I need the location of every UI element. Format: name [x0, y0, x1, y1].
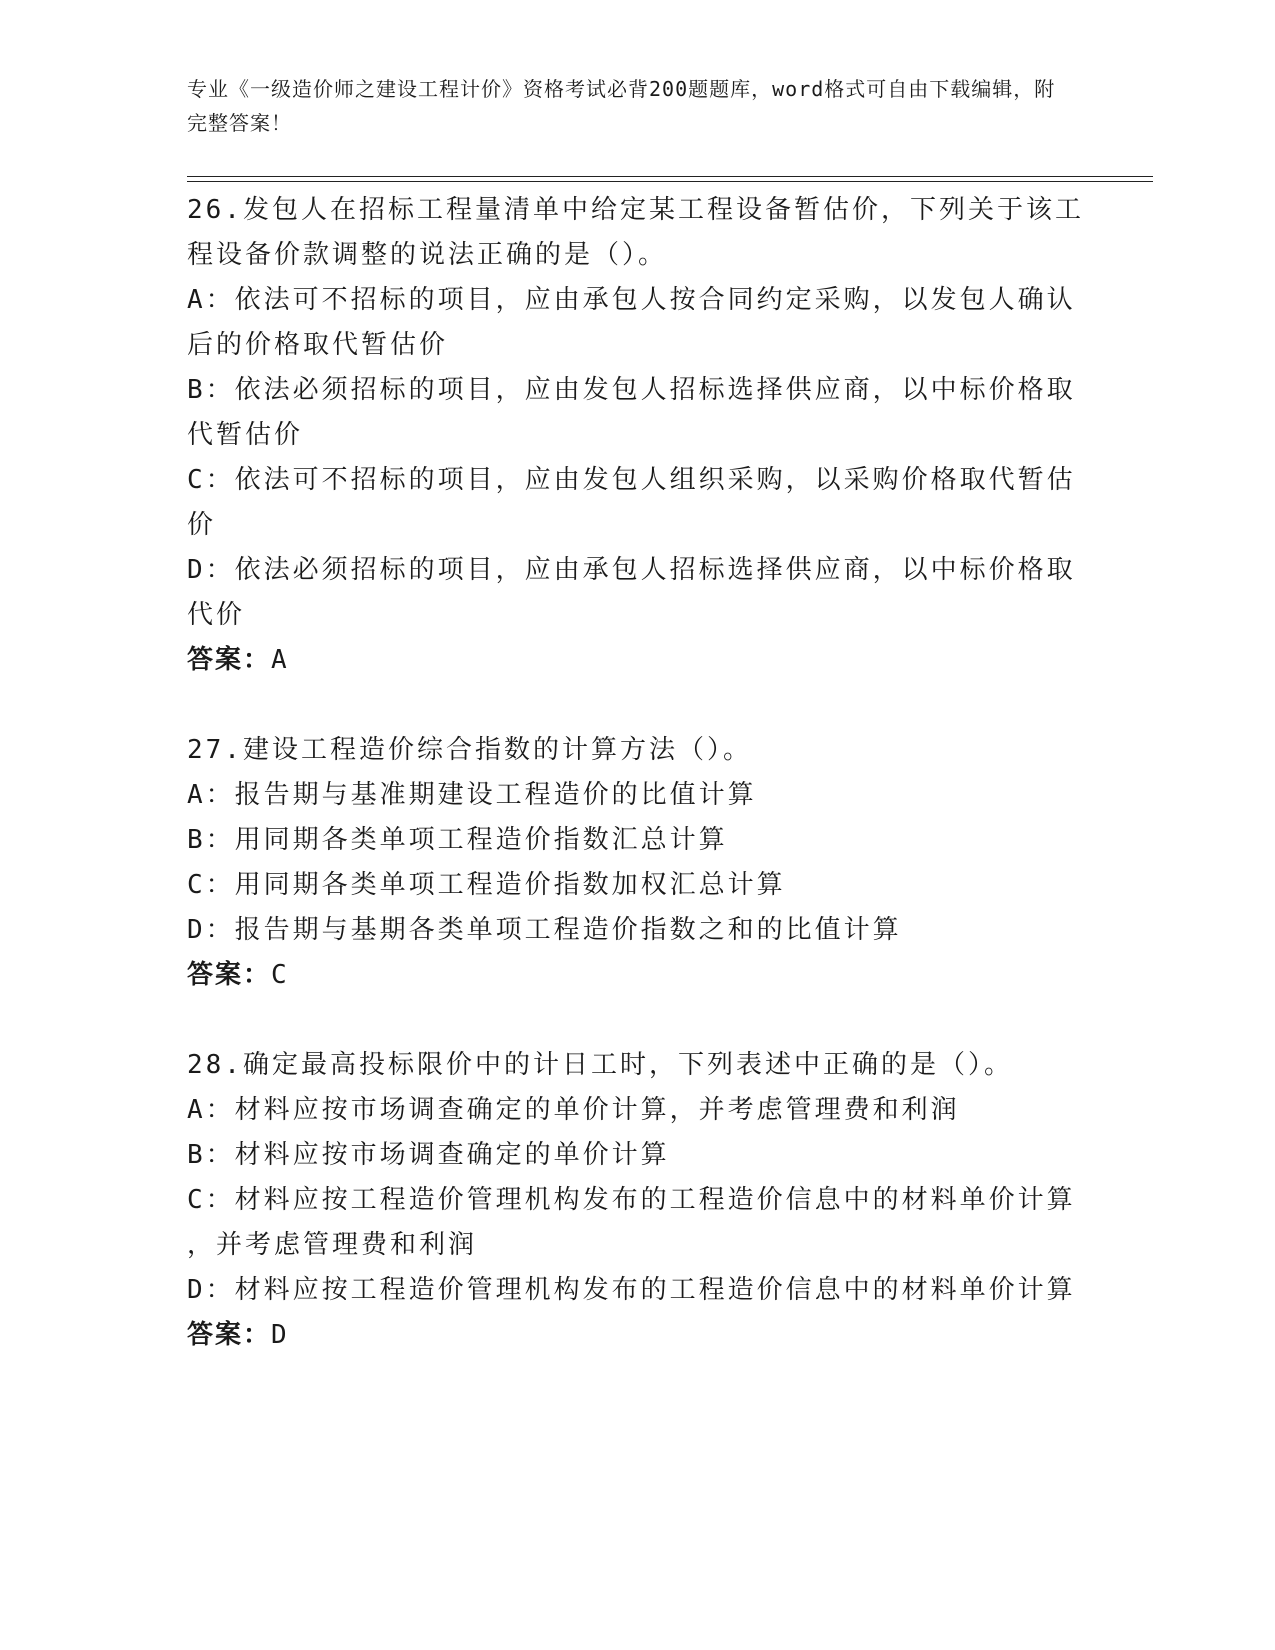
option-c: C：依法可不招标的项目，应由发包人组织采购，以采购价格取代暂估 — [187, 465, 1076, 495]
option-d: D：材料应按工程造价管理机构发布的工程造价信息中的材料单价计算 — [187, 1275, 1076, 1305]
option-a: A：依法可不招标的项目，应由承包人按合同约定采购，以发包人确认 — [187, 285, 1076, 315]
option-a: A：材料应按市场调查确定的单价计算，并考虑管理费和利润 — [187, 1095, 960, 1125]
option-b: B：材料应按市场调查确定的单价计算 — [187, 1140, 670, 1170]
question-26 — [187, 188, 1087, 683]
answer-line — [187, 953, 1087, 998]
answer-label: 答案： — [187, 645, 272, 675]
option-d-cont: 代价 — [187, 600, 246, 630]
option-b-cont: 代暂估价 — [187, 420, 304, 450]
answer-label: 答案： — [187, 960, 272, 990]
option-c: C：材料应按工程造价管理机构发布的工程造价信息中的材料单价计算 — [187, 1185, 1076, 1215]
option-d: D：报告期与基期各类单项工程造价指数之和的比值计算 — [187, 915, 902, 945]
option-a-cont: 后的价格取代暂估价 — [187, 330, 449, 360]
answer-line — [187, 1313, 1087, 1358]
option-c: C：用同期各类单项工程造价指数加权汇总计算 — [187, 870, 786, 900]
option-c-cont: ，并考虑管理费和利润 — [187, 1230, 478, 1260]
document-header: 专业《一级造价师之建设工程计价》资格考试必背200题题库，word格式可自由下载编辑，附完整答案！ — [187, 77, 1056, 135]
question-line: 26.发包人在招标工程量清单中给定某工程设备暂估价，下列关于该工 — [187, 195, 1084, 225]
option-b: B：依法必须招标的项目，应由发包人招标选择供应商，以中标价格取 — [187, 375, 1076, 405]
question-28 — [187, 1043, 1087, 1358]
option-c-cont: 价 — [187, 510, 217, 540]
option-a: A：报告期与基准期建设工程造价的比值计算 — [187, 780, 757, 810]
answer-value: C — [271, 960, 288, 990]
option-b: B：用同期各类单项工程造价指数汇总计算 — [187, 825, 728, 855]
question-line: 28.确定最高投标限价中的计日工时，下列表述中正确的是（）。 — [187, 1050, 1013, 1080]
option-d: D：依法必须招标的项目，应由承包人招标选择供应商，以中标价格取 — [187, 555, 1076, 585]
question-27 — [187, 728, 1087, 998]
question-list — [187, 188, 1087, 1403]
header-rule-top — [187, 176, 1153, 177]
answer-line — [187, 638, 1087, 683]
question-line: 程设备价款调整的说法正确的是（）。 — [187, 240, 668, 270]
answer-label: 答案： — [187, 1320, 272, 1350]
header-rule-bottom — [187, 181, 1153, 182]
answer-value: D — [271, 1320, 288, 1350]
answer-value: A — [271, 645, 288, 675]
question-line: 27.建设工程造价综合指数的计算方法（）。 — [187, 735, 752, 765]
